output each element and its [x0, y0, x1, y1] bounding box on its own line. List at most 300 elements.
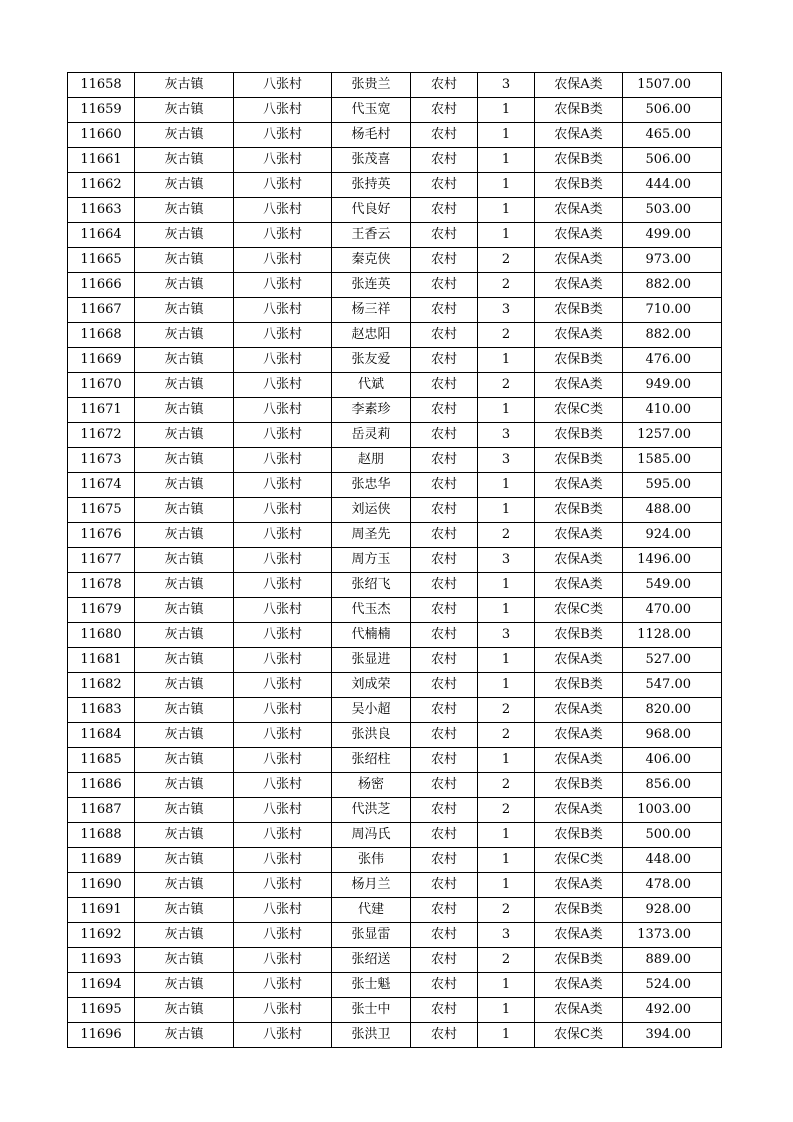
insurance-category-cell: 农保A类 [535, 973, 623, 998]
name-cell: 周方玉 [332, 548, 411, 573]
household-size-cell: 1 [478, 873, 535, 898]
village-cell: 八张村 [234, 873, 332, 898]
town-cell: 灰古镇 [135, 798, 234, 823]
name-cell: 赵忠阳 [332, 323, 411, 348]
village-cell: 八张村 [234, 998, 332, 1023]
household-size-cell: 2 [478, 723, 535, 748]
amount-cell: 1257.00 [623, 423, 722, 448]
town-cell: 灰古镇 [135, 448, 234, 473]
name-cell: 杨密 [332, 773, 411, 798]
table-row [68, 548, 722, 573]
household-size-cell: 2 [478, 773, 535, 798]
town-cell: 灰古镇 [135, 73, 234, 98]
town-cell: 灰古镇 [135, 748, 234, 773]
amount-cell: 499.00 [623, 223, 722, 248]
town-cell: 灰古镇 [135, 923, 234, 948]
insurance-category-cell: 农保A类 [535, 473, 623, 498]
town-cell: 灰古镇 [135, 673, 234, 698]
table-row [68, 73, 722, 98]
name-cell: 张伟 [332, 848, 411, 873]
town-cell: 灰古镇 [135, 698, 234, 723]
town-cell: 灰古镇 [135, 523, 234, 548]
town-cell: 灰古镇 [135, 273, 234, 298]
name-cell: 张绍飞 [332, 573, 411, 598]
household-size-cell: 1 [478, 973, 535, 998]
town-cell: 灰古镇 [135, 598, 234, 623]
household-size-cell: 1 [478, 173, 535, 198]
table-row [68, 1023, 722, 1048]
household-type-cell: 农村 [411, 598, 478, 623]
relief-roster-table [67, 72, 722, 1048]
village-cell: 八张村 [234, 223, 332, 248]
name-cell: 张绍送 [332, 948, 411, 973]
household-size-cell: 2 [478, 323, 535, 348]
name-cell: 代斌 [332, 373, 411, 398]
town-cell: 灰古镇 [135, 398, 234, 423]
table-row [68, 198, 722, 223]
insurance-category-cell: 农保A类 [535, 523, 623, 548]
insurance-category-cell: 农保A类 [535, 798, 623, 823]
serial-number-cell: 11660 [68, 123, 135, 148]
village-cell: 八张村 [234, 748, 332, 773]
table-row [68, 98, 722, 123]
serial-number-cell: 11689 [68, 848, 135, 873]
insurance-category-cell: 农保A类 [535, 748, 623, 773]
name-cell: 刘成荣 [332, 673, 411, 698]
household-size-cell: 1 [478, 223, 535, 248]
household-type-cell: 农村 [411, 948, 478, 973]
village-cell: 八张村 [234, 198, 332, 223]
village-cell: 八张村 [234, 848, 332, 873]
town-cell: 灰古镇 [135, 498, 234, 523]
town-cell: 灰古镇 [135, 548, 234, 573]
insurance-category-cell: 农保A类 [535, 573, 623, 598]
name-cell: 杨毛村 [332, 123, 411, 148]
village-cell: 八张村 [234, 723, 332, 748]
village-cell: 八张村 [234, 648, 332, 673]
insurance-category-cell: 农保B类 [535, 898, 623, 923]
household-type-cell: 农村 [411, 73, 478, 98]
serial-number-cell: 11659 [68, 98, 135, 123]
amount-cell: 1507.00 [623, 73, 722, 98]
table-row [68, 248, 722, 273]
serial-number-cell: 11688 [68, 823, 135, 848]
town-cell: 灰古镇 [135, 823, 234, 848]
table-body [68, 73, 722, 1048]
amount-cell: 465.00 [623, 123, 722, 148]
table-row [68, 348, 722, 373]
amount-cell: 503.00 [623, 198, 722, 223]
name-cell: 代洪芝 [332, 798, 411, 823]
name-cell: 张贵兰 [332, 73, 411, 98]
household-type-cell: 农村 [411, 473, 478, 498]
amount-cell: 968.00 [623, 723, 722, 748]
household-size-cell: 1 [478, 998, 535, 1023]
village-cell: 八张村 [234, 498, 332, 523]
household-type-cell: 农村 [411, 423, 478, 448]
village-cell: 八张村 [234, 548, 332, 573]
household-size-cell: 1 [478, 148, 535, 173]
household-type-cell: 农村 [411, 623, 478, 648]
table-row [68, 598, 722, 623]
table-row [68, 523, 722, 548]
household-type-cell: 农村 [411, 848, 478, 873]
town-cell: 灰古镇 [135, 973, 234, 998]
insurance-category-cell: 农保A类 [535, 698, 623, 723]
village-cell: 八张村 [234, 473, 332, 498]
household-size-cell: 2 [478, 898, 535, 923]
amount-cell: 973.00 [623, 248, 722, 273]
village-cell: 八张村 [234, 698, 332, 723]
name-cell: 张忠华 [332, 473, 411, 498]
name-cell: 代玉宽 [332, 98, 411, 123]
household-size-cell: 1 [478, 848, 535, 873]
insurance-category-cell: 农保C类 [535, 398, 623, 423]
name-cell: 张茂喜 [332, 148, 411, 173]
household-size-cell: 1 [478, 573, 535, 598]
town-cell: 灰古镇 [135, 723, 234, 748]
amount-cell: 448.00 [623, 848, 722, 873]
household-type-cell: 农村 [411, 448, 478, 473]
insurance-category-cell: 农保A类 [535, 73, 623, 98]
household-type-cell: 农村 [411, 773, 478, 798]
amount-cell: 470.00 [623, 598, 722, 623]
name-cell: 秦克侠 [332, 248, 411, 273]
table-row [68, 498, 722, 523]
table-row [68, 973, 722, 998]
household-size-cell: 2 [478, 698, 535, 723]
town-cell: 灰古镇 [135, 998, 234, 1023]
village-cell: 八张村 [234, 1023, 332, 1048]
household-size-cell: 1 [478, 123, 535, 148]
insurance-category-cell: 农保B类 [535, 498, 623, 523]
table-row [68, 823, 722, 848]
serial-number-cell: 11679 [68, 598, 135, 623]
town-cell: 灰古镇 [135, 223, 234, 248]
serial-number-cell: 11694 [68, 973, 135, 998]
town-cell: 灰古镇 [135, 648, 234, 673]
town-cell: 灰古镇 [135, 873, 234, 898]
serial-number-cell: 11682 [68, 673, 135, 698]
serial-number-cell: 11662 [68, 173, 135, 198]
name-cell: 代良好 [332, 198, 411, 223]
insurance-category-cell: 农保A类 [535, 373, 623, 398]
village-cell: 八张村 [234, 123, 332, 148]
serial-number-cell: 11673 [68, 448, 135, 473]
serial-number-cell: 11692 [68, 923, 135, 948]
household-type-cell: 农村 [411, 348, 478, 373]
name-cell: 李素珍 [332, 398, 411, 423]
household-size-cell: 1 [478, 1023, 535, 1048]
household-size-cell: 1 [478, 473, 535, 498]
insurance-category-cell: 农保A类 [535, 123, 623, 148]
town-cell: 灰古镇 [135, 348, 234, 373]
household-type-cell: 农村 [411, 223, 478, 248]
serial-number-cell: 11687 [68, 798, 135, 823]
insurance-category-cell: 农保A类 [535, 548, 623, 573]
serial-number-cell: 11663 [68, 198, 135, 223]
insurance-category-cell: 农保A类 [535, 273, 623, 298]
table-row [68, 398, 722, 423]
amount-cell: 549.00 [623, 573, 722, 598]
village-cell: 八张村 [234, 148, 332, 173]
village-cell: 八张村 [234, 298, 332, 323]
insurance-category-cell: 农保B类 [535, 348, 623, 373]
town-cell: 灰古镇 [135, 623, 234, 648]
serial-number-cell: 11674 [68, 473, 135, 498]
town-cell: 灰古镇 [135, 173, 234, 198]
table-row [68, 323, 722, 348]
serial-number-cell: 11670 [68, 373, 135, 398]
household-type-cell: 农村 [411, 273, 478, 298]
household-type-cell: 农村 [411, 298, 478, 323]
name-cell: 刘运侠 [332, 498, 411, 523]
town-cell: 灰古镇 [135, 148, 234, 173]
name-cell: 代楠楠 [332, 623, 411, 648]
serial-number-cell: 11685 [68, 748, 135, 773]
table-row [68, 648, 722, 673]
serial-number-cell: 11690 [68, 873, 135, 898]
village-cell: 八张村 [234, 423, 332, 448]
insurance-category-cell: 农保A类 [535, 723, 623, 748]
household-size-cell: 3 [478, 923, 535, 948]
household-size-cell: 2 [478, 248, 535, 273]
town-cell: 灰古镇 [135, 473, 234, 498]
village-cell: 八张村 [234, 573, 332, 598]
village-cell: 八张村 [234, 798, 332, 823]
serial-number-cell: 11668 [68, 323, 135, 348]
table-row [68, 173, 722, 198]
name-cell: 张洪卫 [332, 1023, 411, 1048]
table-row [68, 998, 722, 1023]
household-type-cell: 农村 [411, 548, 478, 573]
amount-cell: 488.00 [623, 498, 722, 523]
amount-cell: 820.00 [623, 698, 722, 723]
table-row [68, 798, 722, 823]
insurance-category-cell: 农保B类 [535, 448, 623, 473]
village-cell: 八张村 [234, 948, 332, 973]
village-cell: 八张村 [234, 273, 332, 298]
insurance-category-cell: 农保A类 [535, 323, 623, 348]
town-cell: 灰古镇 [135, 248, 234, 273]
household-size-cell: 3 [478, 548, 535, 573]
serial-number-cell: 11693 [68, 948, 135, 973]
village-cell: 八张村 [234, 598, 332, 623]
insurance-category-cell: 农保B类 [535, 173, 623, 198]
serial-number-cell: 11681 [68, 648, 135, 673]
amount-cell: 889.00 [623, 948, 722, 973]
household-type-cell: 农村 [411, 498, 478, 523]
village-cell: 八张村 [234, 373, 332, 398]
household-type-cell: 农村 [411, 723, 478, 748]
amount-cell: 1585.00 [623, 448, 722, 473]
amount-cell: 547.00 [623, 673, 722, 698]
serial-number-cell: 11669 [68, 348, 135, 373]
village-cell: 八张村 [234, 623, 332, 648]
insurance-category-cell: 农保B类 [535, 673, 623, 698]
household-type-cell: 农村 [411, 98, 478, 123]
amount-cell: 500.00 [623, 823, 722, 848]
household-size-cell: 1 [478, 648, 535, 673]
name-cell: 张洪良 [332, 723, 411, 748]
name-cell: 张士魁 [332, 973, 411, 998]
name-cell: 张持英 [332, 173, 411, 198]
table-row [68, 773, 722, 798]
table-row [68, 673, 722, 698]
serial-number-cell: 11671 [68, 398, 135, 423]
table-row [68, 948, 722, 973]
insurance-category-cell: 农保B类 [535, 423, 623, 448]
table-row [68, 423, 722, 448]
town-cell: 灰古镇 [135, 848, 234, 873]
household-size-cell: 1 [478, 348, 535, 373]
household-type-cell: 农村 [411, 248, 478, 273]
serial-number-cell: 11678 [68, 573, 135, 598]
serial-number-cell: 11686 [68, 773, 135, 798]
name-cell: 吴小超 [332, 698, 411, 723]
amount-cell: 524.00 [623, 973, 722, 998]
serial-number-cell: 11664 [68, 223, 135, 248]
village-cell: 八张村 [234, 898, 332, 923]
insurance-category-cell: 农保C类 [535, 1023, 623, 1048]
serial-number-cell: 11696 [68, 1023, 135, 1048]
serial-number-cell: 11661 [68, 148, 135, 173]
name-cell: 赵朋 [332, 448, 411, 473]
household-type-cell: 农村 [411, 923, 478, 948]
serial-number-cell: 11684 [68, 723, 135, 748]
household-size-cell: 1 [478, 198, 535, 223]
household-size-cell: 1 [478, 823, 535, 848]
amount-cell: 595.00 [623, 473, 722, 498]
serial-number-cell: 11695 [68, 998, 135, 1023]
amount-cell: 924.00 [623, 523, 722, 548]
serial-number-cell: 11691 [68, 898, 135, 923]
amount-cell: 856.00 [623, 773, 722, 798]
household-size-cell: 2 [478, 948, 535, 973]
table-row [68, 723, 722, 748]
village-cell: 八张村 [234, 973, 332, 998]
amount-cell: 506.00 [623, 148, 722, 173]
village-cell: 八张村 [234, 98, 332, 123]
insurance-category-cell: 农保A类 [535, 923, 623, 948]
household-size-cell: 2 [478, 523, 535, 548]
town-cell: 灰古镇 [135, 123, 234, 148]
amount-cell: 410.00 [623, 398, 722, 423]
amount-cell: 406.00 [623, 748, 722, 773]
amount-cell: 394.00 [623, 1023, 722, 1048]
amount-cell: 1003.00 [623, 798, 722, 823]
town-cell: 灰古镇 [135, 373, 234, 398]
household-size-cell: 3 [478, 448, 535, 473]
insurance-category-cell: 农保A类 [535, 873, 623, 898]
household-size-cell: 2 [478, 373, 535, 398]
amount-cell: 1496.00 [623, 548, 722, 573]
name-cell: 张士中 [332, 998, 411, 1023]
table-row [68, 298, 722, 323]
insurance-category-cell: 农保A类 [535, 648, 623, 673]
household-size-cell: 2 [478, 273, 535, 298]
name-cell: 代建 [332, 898, 411, 923]
name-cell: 张绍柱 [332, 748, 411, 773]
town-cell: 灰古镇 [135, 948, 234, 973]
household-size-cell: 3 [478, 298, 535, 323]
town-cell: 灰古镇 [135, 1023, 234, 1048]
name-cell: 代玉杰 [332, 598, 411, 623]
table-row [68, 448, 722, 473]
name-cell: 周冯氏 [332, 823, 411, 848]
table-row [68, 273, 722, 298]
insurance-category-cell: 农保B类 [535, 948, 623, 973]
insurance-category-cell: 农保B类 [535, 623, 623, 648]
insurance-category-cell: 农保C类 [535, 848, 623, 873]
insurance-category-cell: 农保B类 [535, 823, 623, 848]
village-cell: 八张村 [234, 398, 332, 423]
household-type-cell: 农村 [411, 973, 478, 998]
name-cell: 张友爱 [332, 348, 411, 373]
amount-cell: 476.00 [623, 348, 722, 373]
name-cell: 张连英 [332, 273, 411, 298]
table-row [68, 223, 722, 248]
serial-number-cell: 11658 [68, 73, 135, 98]
household-type-cell: 农村 [411, 798, 478, 823]
table-row [68, 748, 722, 773]
name-cell: 张显进 [332, 648, 411, 673]
serial-number-cell: 11667 [68, 298, 135, 323]
household-size-cell: 1 [478, 673, 535, 698]
household-size-cell: 3 [478, 623, 535, 648]
serial-number-cell: 11672 [68, 423, 135, 448]
household-type-cell: 农村 [411, 398, 478, 423]
household-type-cell: 农村 [411, 323, 478, 348]
table-row [68, 148, 722, 173]
name-cell: 杨三祥 [332, 298, 411, 323]
village-cell: 八张村 [234, 348, 332, 373]
village-cell: 八张村 [234, 823, 332, 848]
table-row [68, 123, 722, 148]
household-size-cell: 3 [478, 73, 535, 98]
amount-cell: 1373.00 [623, 923, 722, 948]
village-cell: 八张村 [234, 248, 332, 273]
town-cell: 灰古镇 [135, 898, 234, 923]
household-type-cell: 农村 [411, 898, 478, 923]
household-type-cell: 农村 [411, 1023, 478, 1048]
table-row [68, 698, 722, 723]
insurance-category-cell: 农保A类 [535, 198, 623, 223]
household-type-cell: 农村 [411, 173, 478, 198]
table-row [68, 373, 722, 398]
amount-cell: 949.00 [623, 373, 722, 398]
household-size-cell: 1 [478, 98, 535, 123]
insurance-category-cell: 农保A类 [535, 248, 623, 273]
serial-number-cell: 11677 [68, 548, 135, 573]
insurance-category-cell: 农保B类 [535, 98, 623, 123]
town-cell: 灰古镇 [135, 573, 234, 598]
town-cell: 灰古镇 [135, 323, 234, 348]
insurance-category-cell: 农保B类 [535, 148, 623, 173]
name-cell: 杨月兰 [332, 873, 411, 898]
table-row [68, 473, 722, 498]
amount-cell: 882.00 [623, 323, 722, 348]
household-size-cell: 1 [478, 748, 535, 773]
table-row [68, 873, 722, 898]
village-cell: 八张村 [234, 673, 332, 698]
amount-cell: 1128.00 [623, 623, 722, 648]
insurance-category-cell: 农保A类 [535, 998, 623, 1023]
table-row [68, 923, 722, 948]
household-type-cell: 农村 [411, 748, 478, 773]
village-cell: 八张村 [234, 773, 332, 798]
household-type-cell: 农村 [411, 573, 478, 598]
